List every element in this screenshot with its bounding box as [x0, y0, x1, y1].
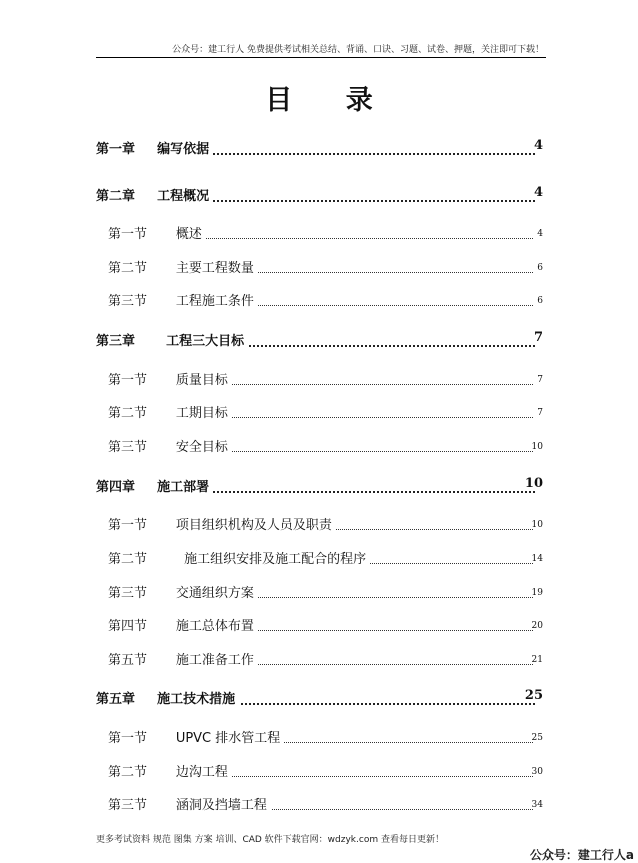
toc-entry-number: 第四章 — [96, 480, 136, 495]
toc-entry-number: 第二节 — [108, 406, 148, 421]
toc-entry-label — [96, 688, 239, 707]
toc-section-entry[interactable] — [0, 223, 638, 243]
toc-section-entry[interactable] — [0, 582, 638, 602]
toc-entry-label — [108, 582, 258, 601]
toc-page-number: 25 — [531, 733, 543, 743]
footer-text: 更多考试资料 规范 图集 方案 培训、CAD 软件下载官网：wdzyk.com 查看每日更新！ — [96, 835, 444, 845]
toc-page-number: 6 — [537, 263, 543, 273]
toc-entry-title: 工期目标 — [175, 406, 228, 421]
toc-entry-number: 第二节 — [108, 261, 148, 276]
toc-page-number: 6 — [537, 296, 543, 306]
toc-entry-label — [108, 402, 232, 421]
toc-entry-title: 施工总体布置 — [175, 619, 254, 634]
toc-entry-title: 主要工程数量 — [175, 261, 254, 276]
toc-entry-title: 安全目标 — [175, 440, 228, 455]
toc-entry-label — [108, 369, 232, 388]
toc-chapter-entry[interactable] — [0, 185, 638, 205]
toc-page-number: 4 — [533, 185, 543, 200]
toc-entry-title: 施工部署 — [157, 480, 210, 495]
toc-entry-title: 涵洞及挡墙工程 — [175, 798, 267, 813]
toc-entry-title: 质量目标 — [175, 373, 228, 388]
toc-entry-number: 第二章 — [96, 189, 136, 204]
toc-entry-label — [108, 761, 232, 780]
toc-entry-label — [108, 514, 336, 533]
toc-entry-number: 第三节 — [108, 294, 148, 309]
toc-page-number: 4 — [537, 229, 543, 239]
toc-entry-title: 项目组织机构及人员及职责 — [175, 518, 332, 533]
toc-entry-label — [108, 615, 258, 634]
toc-page-number: 30 — [531, 767, 543, 777]
toc-page-number: 20 — [531, 621, 543, 631]
toc-entry-label — [108, 436, 232, 455]
toc-entry-number: 第一章 — [96, 142, 136, 157]
page-header-notice: 公众号：建工行人 免费提供考试相关总结、背诵、口诀、习题、试卷、押题，关注即可下载！ — [172, 45, 544, 55]
toc-page-number: 7 — [537, 375, 543, 385]
toc-entry-title: 工程三大目标 — [166, 334, 245, 349]
toc-entry-title: 编写依据 — [157, 142, 210, 157]
toc-section-entry[interactable] — [0, 402, 638, 422]
toc-page-number: 10 — [524, 476, 543, 491]
toc-entry-number: 第三节 — [108, 586, 148, 601]
toc-entry-number: 第三节 — [108, 440, 148, 455]
toc-page-number: 14 — [531, 554, 543, 564]
toc-entry-title: 施工准备工作 — [175, 653, 254, 668]
toc-entry-number: 第一节 — [108, 373, 148, 388]
toc-entry-number: 第二节 — [108, 765, 148, 780]
toc-page-number: 4 — [533, 138, 543, 153]
toc-entry-title: 施工组织安排及施工配合的程序 — [184, 552, 367, 567]
toc-entry-label — [96, 330, 248, 349]
toc-chapter-entry[interactable] — [0, 688, 638, 708]
toc-chapter-entry[interactable] — [0, 476, 638, 496]
toc-section-entry[interactable] — [0, 257, 638, 277]
toc-entry-number: 第四节 — [108, 619, 148, 634]
toc-section-entry[interactable] — [0, 794, 638, 814]
toc-entry-label — [108, 727, 284, 746]
toc-entry-title: 施工技术措施 — [157, 692, 236, 707]
toc-entry-label — [108, 649, 258, 668]
toc-entry-label — [108, 794, 271, 813]
toc-entry-number: 第三章 — [96, 334, 136, 349]
toc-page-number: 19 — [531, 588, 543, 598]
toc-entry-label — [108, 290, 258, 309]
toc-entry-number: 第一节 — [108, 518, 148, 533]
toc-section-entry[interactable] — [0, 649, 638, 669]
toc-section-entry[interactable] — [0, 727, 638, 747]
toc-entry-label — [96, 476, 213, 495]
toc-entry-number: 第一节 — [108, 227, 148, 242]
toc-entry-number: 第三节 — [108, 798, 148, 813]
toc-chapter-entry[interactable] — [0, 330, 638, 350]
toc-section-entry[interactable] — [0, 548, 638, 568]
toc-entry-label — [96, 138, 213, 157]
toc-entry-label — [108, 223, 206, 242]
toc-section-entry[interactable] — [0, 436, 638, 456]
toc-entry-title: 工程概况 — [157, 189, 210, 204]
toc-chapter-entry[interactable] — [0, 138, 638, 158]
toc-entry-label — [96, 185, 213, 204]
toc-entry-number: 第一节 — [108, 731, 148, 746]
toc-entry-title: 工程施工条件 — [175, 294, 254, 309]
toc-entry-number: 第五节 — [108, 653, 148, 668]
toc-page-number: 10 — [531, 442, 543, 452]
toc-entry-title: UPVC 排水管工程 — [175, 731, 281, 746]
document-title: 目 录 — [265, 85, 395, 116]
toc-section-entry[interactable] — [0, 615, 638, 635]
toc-section-entry[interactable] — [0, 369, 638, 389]
toc-section-entry[interactable] — [0, 514, 638, 534]
toc-page-number: 25 — [524, 688, 543, 703]
toc-entry-label — [108, 257, 258, 276]
toc-section-entry[interactable] — [0, 290, 638, 310]
toc-page-number: 21 — [531, 655, 543, 665]
toc-page-number: 34 — [531, 800, 543, 810]
toc-page-number: 10 — [531, 520, 543, 530]
toc-section-entry[interactable] — [0, 761, 638, 781]
watermark-text: 公众号：建工行人a — [529, 848, 634, 862]
toc-page-number: 7 — [537, 408, 543, 418]
toc-entry-title: 边沟工程 — [175, 765, 228, 780]
toc-entry-title: 概述 — [175, 227, 202, 242]
toc-entry-label — [108, 548, 370, 567]
toc-entry-number: 第五章 — [96, 692, 136, 707]
toc-page-number: 7 — [533, 330, 543, 345]
toc-entry-title: 交通组织方案 — [175, 586, 254, 601]
toc-entry-number: 第二节 — [108, 552, 148, 567]
